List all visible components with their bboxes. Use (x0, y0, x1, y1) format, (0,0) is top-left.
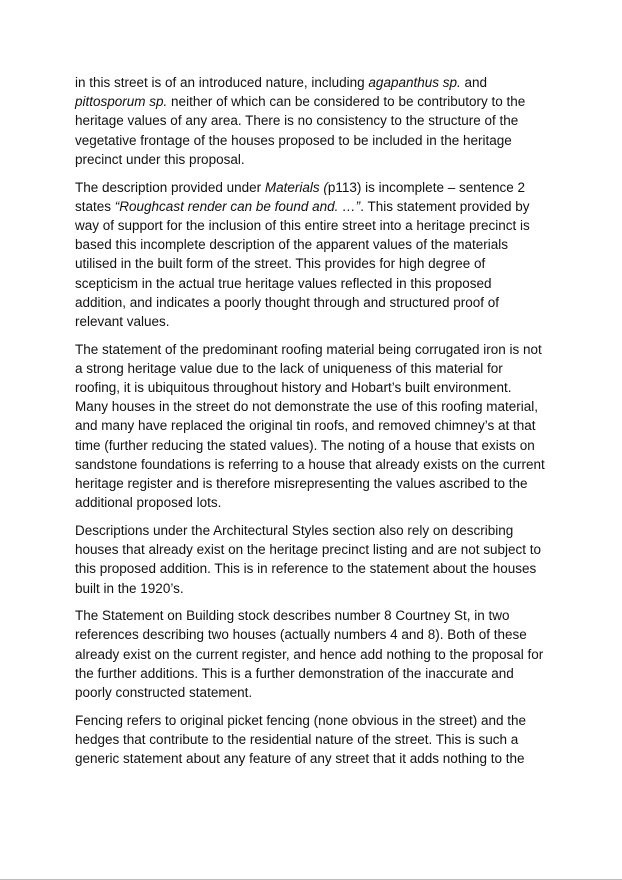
body-text (75, 73, 545, 777)
text-run: Descriptions under the Architectural Styles section also rely on describing houses that already exist on the heritage precinct listing and are not subject to this proposed addition. This is in reference to the statement about the houses built in the 1920’s. (75, 522, 542, 596)
text-run: in this street is of an introduced nature, including (75, 75, 369, 90)
paragraph (75, 606, 545, 702)
italic-text-run: “Roughcast render can be found and. …” (114, 198, 361, 214)
paragraph (75, 73, 545, 169)
text-run: The description provided under (75, 179, 265, 195)
text-run: The statement of the predominant roofing material being corrugated iron is not a strong heritage value due to the lack of uniqueness of this material for roofing, it is ubiquitous throughout history and Hobart’s built environment. Many houses in the street do not demonstrate the use of this roofing material, and many have replaced the original tin roofs, and removed chimney’s at that time (further reducing the stated values). The noting of a house that exists on sandstone foundations is referring to a house that already exists on the current heritage register and is therefore misrepresenting the values ascribed to the additional proposed lots. (75, 341, 545, 511)
paragraph (75, 711, 545, 769)
text-run: Fencing refers to original picket fencing (none obvious in the street) and the hedges that contribute to the residential nature of the street. This is such a generic statement about any feature of any street that it adds nothing to the (75, 712, 527, 767)
text-run: The Statement on Building stock describes number 8 Courtney St, in two references describing two houses (actually numbers 4 and 8). Both of these already exist on the current register, and hence add nothing to the proposal for the further additions. This is a further demonstration of the inaccurate and poorly constructed statement. (75, 608, 544, 701)
paragraph (75, 340, 545, 513)
italic-text-run: pittosporum sp. (75, 94, 168, 110)
text-run: p113) is incomplete – sentence 2 states (75, 179, 526, 214)
italic-text-run: agapanthus sp. (368, 75, 461, 90)
text-run: . This statement provided by way of support for the inclusion of this entire street into a heritage precinct is based this incomplete description of the apparent values of the materials utilised in the built form of the street. This provides for high degree of scepticism in the actual true heritage values reflected in this proposed addition, and indicates a poorly thought through and structured proof of relevant values. (75, 198, 530, 329)
text-run: and (460, 75, 488, 90)
paragraph (75, 521, 545, 598)
text-run: neither of which can be considered to be contributory to the heritage values of any area. There is no consistency to the structure of the vegetative frontage of the houses proposed to be included in the heritage precinct under this proposal. (75, 94, 526, 167)
paragraph (75, 178, 545, 332)
italic-text-run: Materials ( (264, 179, 328, 195)
